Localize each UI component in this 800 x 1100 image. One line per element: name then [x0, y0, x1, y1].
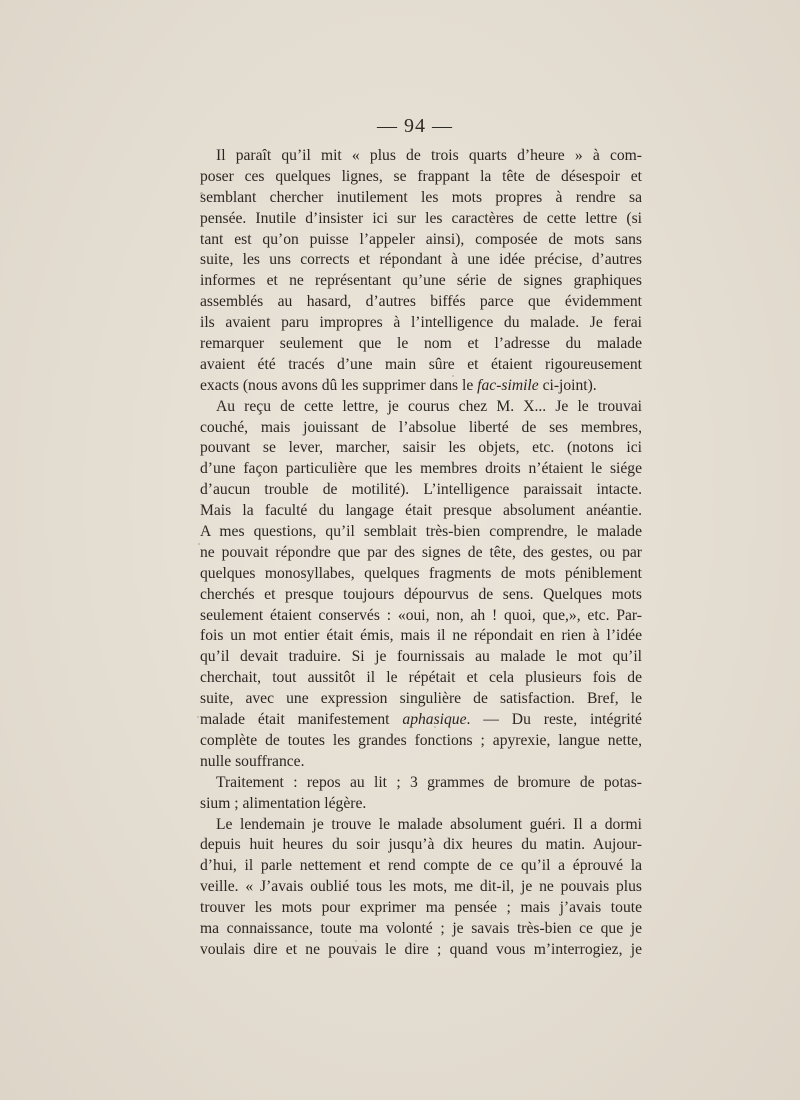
- text-line: d’hui, il parle nettement et rend compte de ce qu’il a éprouvé la: [200, 857, 642, 875]
- text-line: remarquer seulement que le nom et l’adresse du malade: [200, 335, 642, 353]
- text-line: malade était manifestement aphasique. — Du reste, intégrité: [200, 711, 642, 729]
- paper-speck: [452, 375, 454, 377]
- text-line: d’aucun trouble de motilité). L’intelligence paraissait intacte.: [200, 481, 642, 499]
- text-line: exacts (nous avons dû les supprimer dans le fac-simile ci-joint).: [200, 376, 597, 394]
- text-line: Il paraît qu’il mit « plus de trois quarts d’heure » à com-: [216, 147, 642, 164]
- text-line: complète de toutes les grandes fonctions ; apyrexie, langue nette,: [200, 731, 642, 749]
- text-line: cherchés et presque toujours dépourvus de sens. Quelques mots: [200, 585, 642, 603]
- text-line: quelques monosyllabes, quelques fragments de mots péniblement: [200, 564, 642, 582]
- text-line: sium ; alimentation légère.: [200, 794, 367, 812]
- text-line: depuis huit heures du soir jusqu’à dix heures du matin. Aujour-: [200, 836, 642, 854]
- text-line: seulement étaient conservés : «oui, non, ah ! quoi, que,», etc. Par-: [200, 606, 642, 624]
- text-line: Le lendemain je trouve le malade absolument guéri. Il a dormi: [216, 815, 642, 833]
- text-line: ils avaient paru impropres à l’intelligence du malade. Je ferai: [200, 314, 642, 332]
- text-line: ma connaissance, toute ma volonté ; je savais très-bien ce que je: [200, 919, 642, 937]
- text-line: veille. « J’avais oublié tous les mots, me dit-il, je ne pouvais plus: [200, 878, 642, 896]
- text-line: trouver les mots pour exprimer ma pensée ; mais j’avais toute: [200, 899, 642, 917]
- text-line: qu’il devait traduire. Si je fournissais au malade le mot qu’il: [200, 648, 642, 666]
- text-line: tant est qu’on puisse l’appeler ainsi), composée de mots sans: [200, 230, 642, 248]
- text-line: pouvant se lever, marcher, saisir les objets, etc. (notons ici: [200, 439, 642, 457]
- text-line: Traitement : repos au lit ; 3 grammes de bromure de potas-: [216, 773, 642, 791]
- text-line: assemblés au hasard, d’autres biffés parce que évidemment: [200, 293, 642, 311]
- paper-speck: [200, 192, 203, 195]
- text-line: ne pouvait répondre que par des signes de tête, des gestes, ou par: [200, 543, 642, 561]
- text-line: fois un mot entier était émis, mais il ne répondait en rien à l’idée: [200, 627, 642, 645]
- text-line: semblant chercher inutilement les mots propres à rendre sa: [200, 188, 642, 206]
- paper-speck: [434, 726, 436, 728]
- text-line: voulais dire et ne pouvais le dire ; quand vous m’interrogiez, je: [200, 940, 642, 958]
- text-line: nulle souffrance.: [200, 752, 305, 770]
- paper-speck: [355, 940, 357, 942]
- text-line: d’une façon particulière que les membres droits n’étaient le siége: [200, 460, 642, 478]
- text-line: couché, mais jouissant de l’absolue liberté de ses membres,: [200, 418, 642, 436]
- text-line: poser ces quelques lignes, se frappant la tête de désespoir et: [200, 167, 642, 185]
- text-line: pensée. Inutile d’insister ici sur les caractères de cette lettre (si: [200, 209, 642, 227]
- text-line: Mais la faculté du langage était presque absolument anéantie.: [200, 502, 642, 520]
- text-line: Au reçu de cette lettre, je courus chez M. X... Je le trouvai: [216, 397, 642, 415]
- body-text: [200, 146, 642, 961]
- text-line: A mes questions, qu’il semblait très-bien comprendre, le malade: [200, 523, 642, 541]
- text-line: suite, les uns corrects et répondant à une idée précise, d’autres: [200, 251, 642, 269]
- paper-speck: [197, 716, 199, 718]
- text-line: suite, avec une expression singulière de satisfaction. Bref, le: [200, 690, 642, 708]
- paper-speck: [198, 543, 200, 545]
- text-line: informes et ne représentant qu’une série de signes graphiques: [200, 272, 642, 290]
- text-line: cherchait, tout aussitôt il le répétait et cela plusieurs fois de: [200, 669, 642, 687]
- page-number: — 94 —: [377, 115, 453, 137]
- text-line: avaient été tracés d’une main sûre et étaient rigoureusement: [200, 355, 642, 373]
